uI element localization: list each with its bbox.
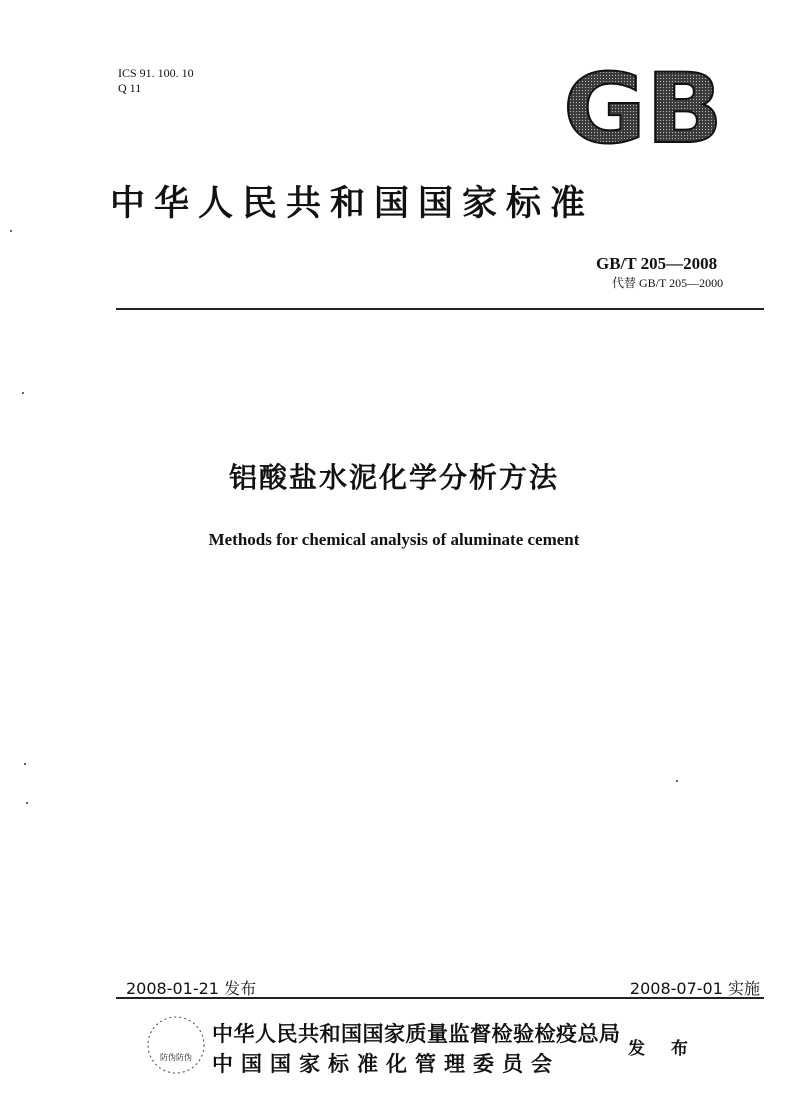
ccs-code: Q 11	[118, 81, 142, 95]
publisher-aqsiq: 中华人民共和国国家质量监督检验检疫总局	[212, 1022, 621, 1046]
scan-speck	[24, 763, 26, 765]
standard-number: GB/T 205—2008	[596, 254, 718, 273]
gb-logo	[560, 62, 726, 154]
scan-speck	[10, 230, 12, 232]
replaces-standard: 代替 GB/T 205—2000	[612, 276, 724, 290]
gb-logo-text: GB	[563, 62, 723, 154]
national-standard-title: 中华人民共和国国家标准	[110, 184, 595, 224]
issue-date: 2008-01-21 发布	[126, 979, 257, 998]
footer-divider	[116, 997, 764, 999]
anti-counterfeit-seal	[145, 1014, 207, 1076]
seal-text: 防伪防伪	[160, 1053, 192, 1062]
ics-code: ICS 91. 100. 10	[118, 66, 194, 80]
implementation-date: 2008-07-01 实施	[629, 979, 760, 998]
document-title-chinese: 铝酸盐水泥化学分析方法	[228, 461, 559, 494]
scan-speck	[26, 802, 28, 804]
publish-label: 发 布	[628, 1039, 698, 1059]
header-divider	[116, 308, 764, 310]
scan-speck	[676, 780, 678, 782]
scan-speck	[22, 392, 24, 394]
publisher-sac: 中国国家标准化管理委员会	[212, 1052, 560, 1076]
classification-codes	[118, 66, 194, 96]
document-title-english: Methods for chemical analysis of aluminate cement	[208, 530, 580, 549]
